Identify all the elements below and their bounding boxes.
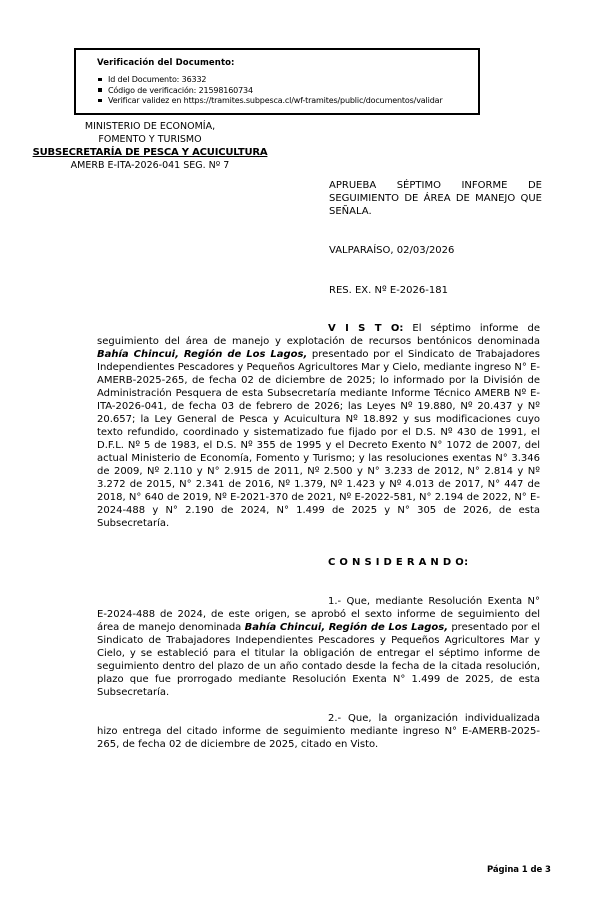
visto-paragraph bbox=[97, 322, 540, 530]
subsecretaria-name: SUBSECRETARÍA DE PESCA Y ACUICULTURA bbox=[32, 147, 268, 158]
verification-item-text: Id del Documento: 36332 bbox=[108, 75, 207, 84]
considerando-2-text: Que, la organización individualizada hizo entrega del citado informe de seguimiento mediante ingreso N° E-AMERB-2025-265, de fecha 02 de diciembre de 2025, citado en Visto. bbox=[97, 713, 541, 750]
verification-item-text: Código de verificación: 21598160734 bbox=[108, 85, 253, 95]
considerando-2-number: 2.- bbox=[328, 713, 349, 724]
resolution-number: RES. EX. Nº E-2026-181 bbox=[329, 285, 448, 296]
considerando-1-text-before-area: Que, mediante Resolución Exenta N° E-2024-488 de 2024, de este origen, se aprobó el sexto informe de seguimiento del área de manejo denominada bbox=[97, 596, 540, 633]
verification-item-code bbox=[97, 86, 472, 97]
square-bullet-icon bbox=[98, 78, 102, 82]
place-and-date: VALPARAÍSO, 02/03/2026 bbox=[329, 245, 455, 256]
visto-text-before-area: El séptimo informe de seguimiento del área de manejo y explotación de recursos bentónicos denominada bbox=[97, 323, 540, 347]
file-reference: AMERB E-ITA-2026-041 SEG. Nº 7 bbox=[70, 160, 230, 171]
verification-item-text: Verificar validez en https://tramites.subpesca.cl/wf-tramites/public/documentos/validar bbox=[108, 96, 443, 105]
ministry-name-line1: MINISTERIO DE ECONOMÍA, bbox=[84, 121, 216, 132]
verification-item-validate-url bbox=[97, 96, 472, 107]
square-bullet-icon bbox=[98, 99, 102, 103]
considerando-1-number: 1.- bbox=[328, 596, 347, 607]
verification-item-document-id bbox=[97, 75, 472, 86]
considerando-item-2 bbox=[97, 712, 540, 751]
visto-text-after-area: presentado por el Sindicato de Trabajadores Independientes Pescadores y Pequeños Agricultores Mar y Cielo, mediante ingreso N° E-AMERB-2025-265, de fecha 02 de diciembre de 2025; lo informado por la División de Administración Pesquera de esta Subsecretaría mediante Informe Técnico AMERB Nº E-ITA-2026-041, de fecha 03 de febrero de 2026; las Leyes Nº 19.880, Nº 20.437 y Nº 20.657; la Ley General de Pesca y Acuicultura Nº 18.892 y sus modificaciones cuyo texto refundido, coordinado y sistematizado fue fijado por el D.S. Nº 430 de 1991, el D.F.L. Nº 5 de 1983, el D.S. Nº 355 de 1995 y el Decreto Exento N° 1072 de 2007, del actual Ministerio de Economía, Fomento y Turismo; y las resoluciones exentas N° 3.346 de 2009, Nº 2.110 y N° 2.915 de 2011, Nº 2.500 y N° 3.233 de 2012, N° 2.814 y Nº 3.272 de 2015, N° 2.341 de 2016, Nº 1.379, Nº 1.423 y Nº 4.013 de 2017, N° 447 de 2018, N° 640 de 2019, Nº E-2021-370 de 2021, Nº E-2022-581, N° 2.194 de 2022, N° E-2024-488 y N° 2.190 de 2024, N° 1.499 de 2025 y N° 305 de 2026, de esta Subsecretaría. bbox=[97, 349, 540, 529]
resolution-body bbox=[97, 322, 540, 751]
verification-list bbox=[97, 75, 472, 107]
letterhead bbox=[30, 120, 270, 172]
square-bullet-icon bbox=[98, 88, 102, 92]
ministry-name-line2: FOMENTO Y TURISMO bbox=[98, 134, 202, 145]
verification-title: Verificación del Documento: bbox=[97, 58, 235, 68]
considerando-1-text-after-area: presentado por el Sindicato de Trabajadores Independientes Pescadores y Pequeños Agricultores Mar y Cielo, y se estableció para el titular la obligación de entregar el séptimo informe de seguimiento dentro del plazo de un año contado desde la fecha de la citada resolución, plazo que fue prorrogado mediante Resolución Exenta N° 1.499 de 2025, de esta Subsecretaría. bbox=[97, 622, 540, 698]
visto-label: V I S T O: bbox=[328, 323, 404, 334]
page-number: Página 1 de 3 bbox=[487, 865, 551, 875]
resolution-subject: APRUEBA SÉPTIMO INFORME DE SEGUIMIENTO DE ÁREA DE MANEJO QUE SEÑALA. bbox=[329, 180, 542, 217]
managed-area-name: Bahía Chincui, Región de Los Lagos, bbox=[97, 349, 308, 360]
verification-box bbox=[74, 48, 480, 115]
considerando-item-1 bbox=[97, 595, 540, 699]
considerando-heading: C O N S I D E R A N D O: bbox=[328, 557, 469, 568]
managed-area-name: Bahía Chincui, Región de Los Lagos, bbox=[244, 622, 449, 633]
